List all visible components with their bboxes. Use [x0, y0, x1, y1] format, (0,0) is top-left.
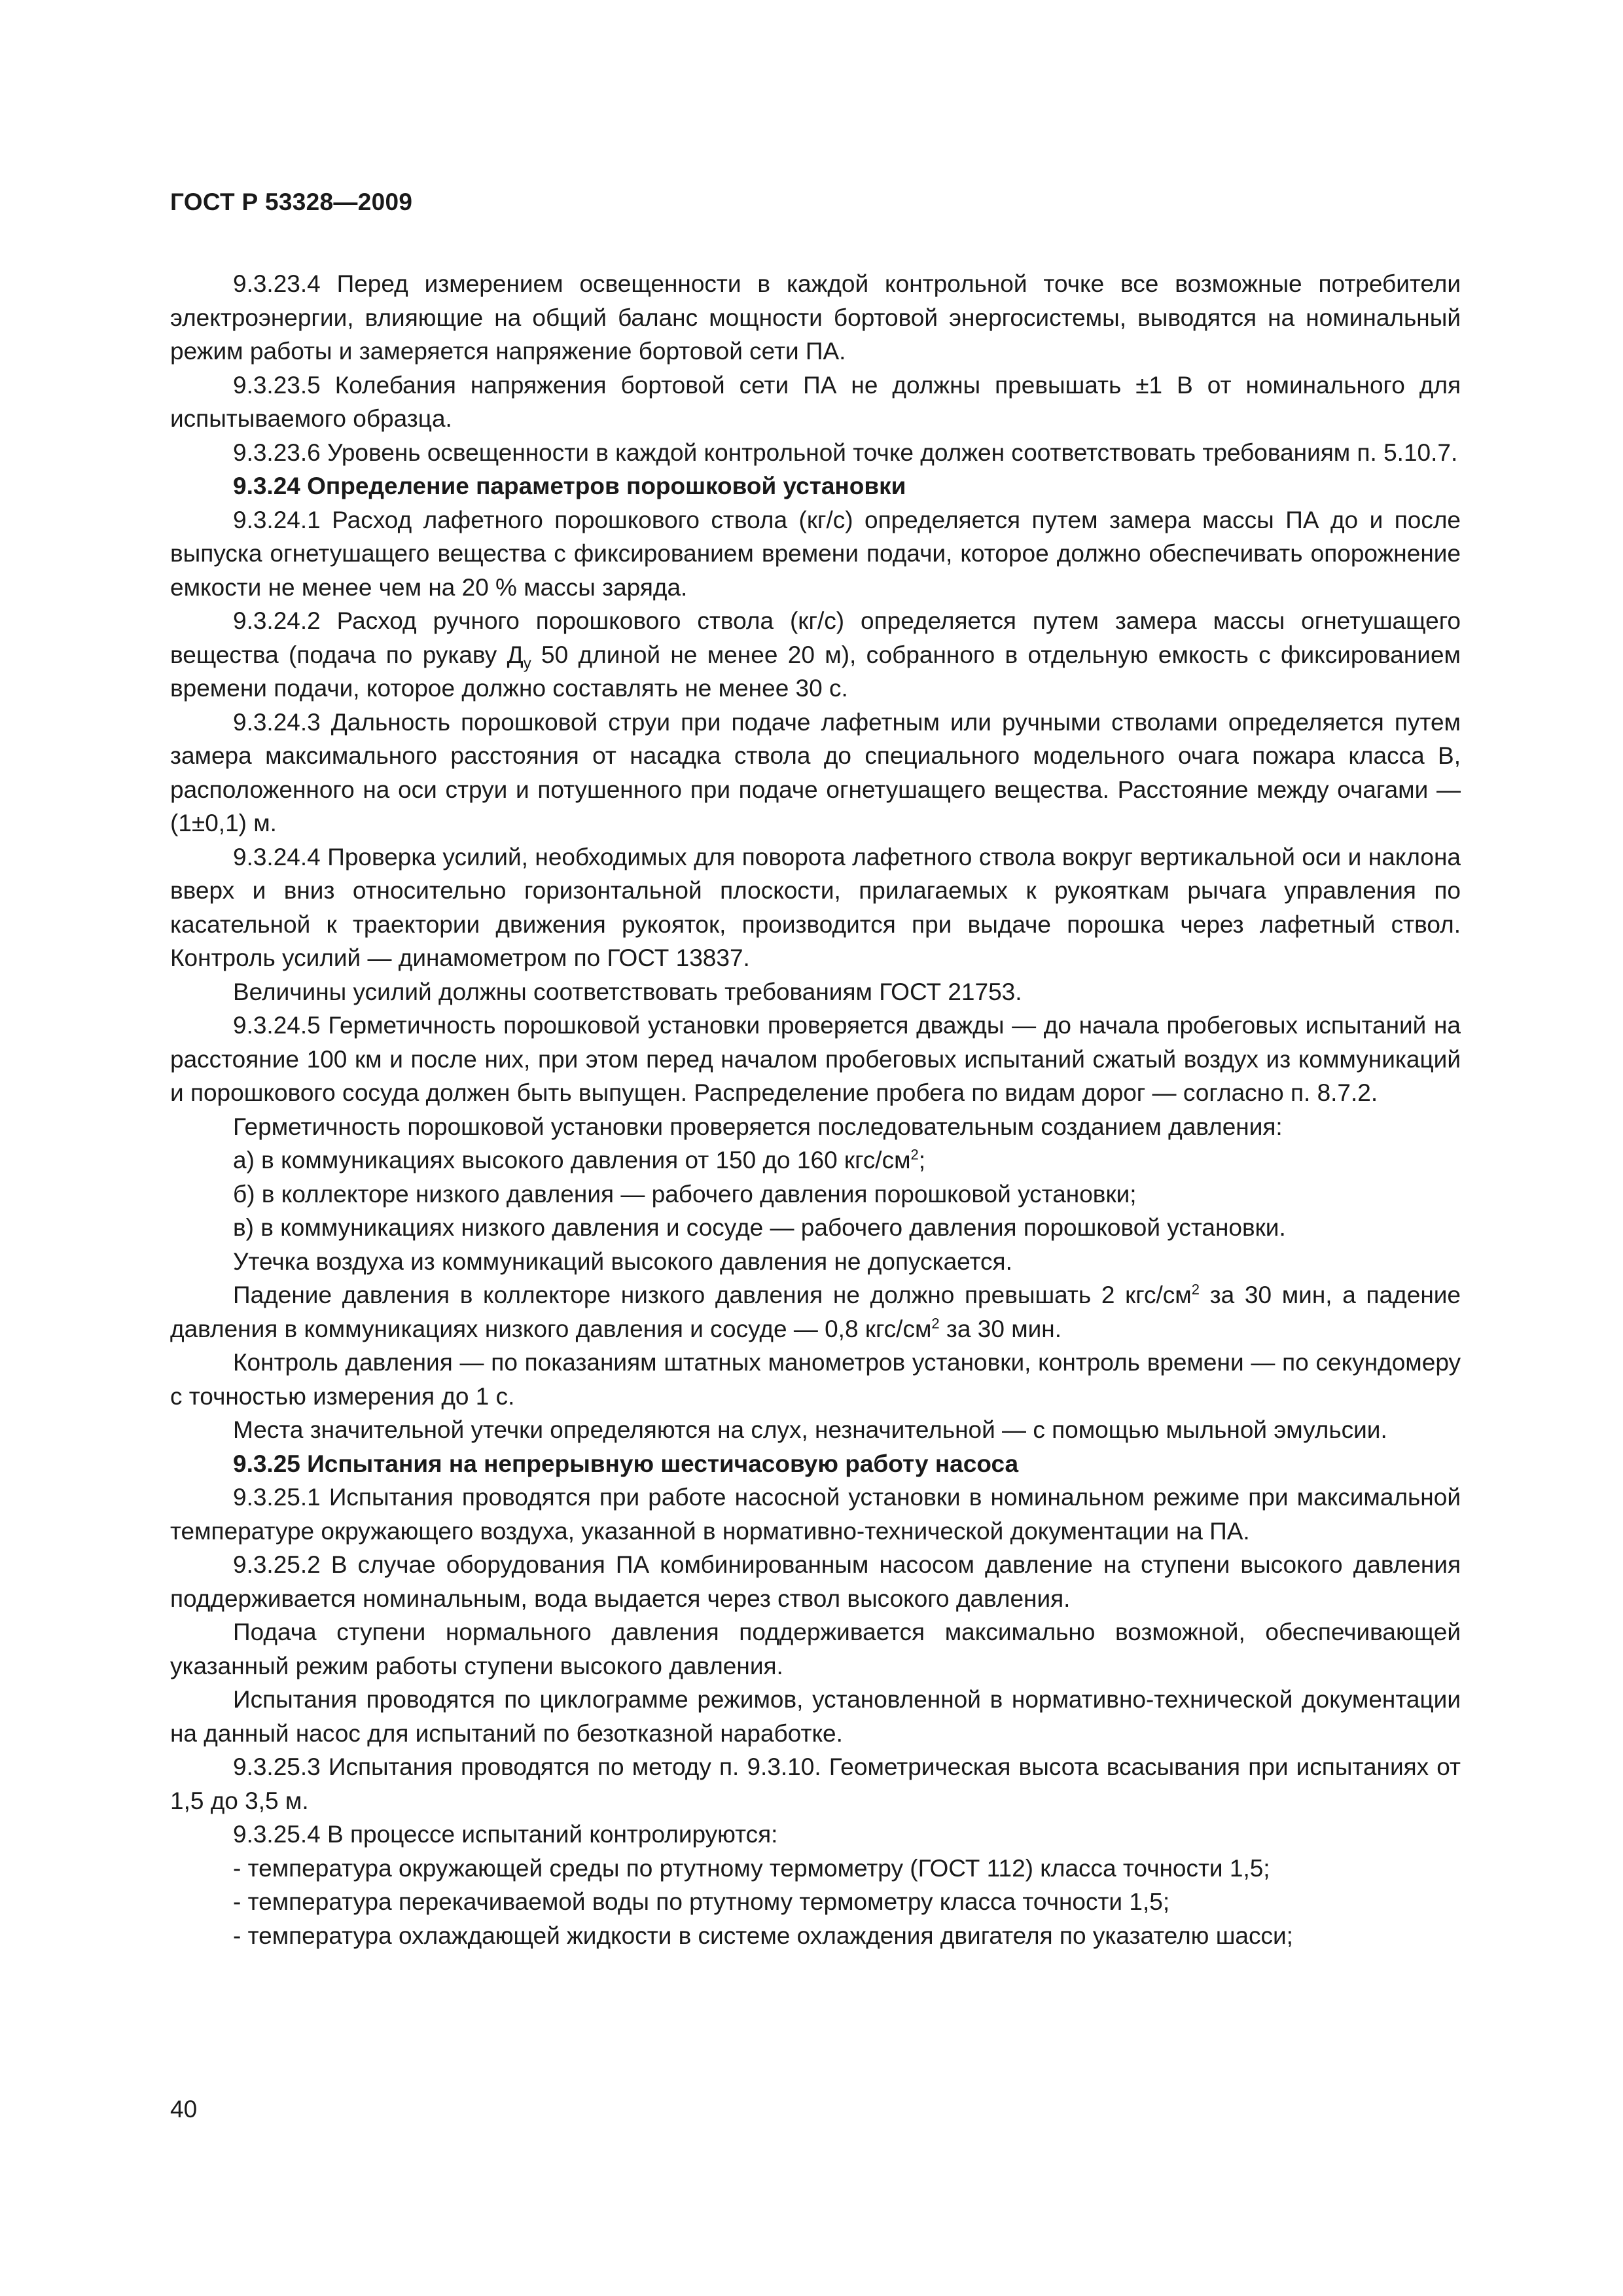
paragraph: 9.3.25.1 Испытания проводятся при работе насосной установки в номинальном режиме при максимальной температуре окружающего воздуха, указанной в нормативно-технической документации на ПА.	[170, 1484, 1461, 1545]
paragraph-text: Падение давления в коллекторе низкого давления не должно превышать 2 кгс/см	[233, 1282, 1192, 1308]
paragraph: Места значительной утечки определяются на слух, незначительной — с помощью мыльной эмульсии.	[233, 1416, 1387, 1443]
paragraph-text: 50 длиной не менее 20 м), собранного в отдельную емкость с фиксированием времени подачи, которое должно составлять не менее 30 с.	[170, 641, 1461, 702]
paragraph: 9.3.25.2 В случае оборудования ПА комбинированным насосом давление на ступени высокого давления поддерживается номинальным, вода выдается через ствол высокого давления.	[170, 1551, 1461, 1612]
paragraph: 9.3.25.3 Испытания проводятся по методу п. 9.3.10. Геометрическая высота всасывания при испытаниях от 1,5 до 3,5 м.	[170, 1753, 1461, 1814]
section-heading: 9.3.25 Испытания на непрерывную шестичасовую работу насоса	[233, 1450, 1019, 1477]
paragraph: Испытания проводятся по циклограмме режимов, установленной в нормативно-технической документации на данный насос для испытаний по безотказной наработке.	[170, 1686, 1461, 1747]
superscript: 2	[1191, 1281, 1200, 1298]
list-item: в) в коммуникациях низкого давления и сосуде — рабочего давления порошковой установки.	[233, 1214, 1286, 1241]
paragraph: 9.3.24.5 Герметичность порошковой установки проверяется дважды — до начала пробеговых испытаний на расстояние 100 км и после них, при этом перед началом пробеговых испытаний сжатый воздух из коммуникаций и порошкового сосуда должен быть выпущен. Распределение пробега по видам дорог — согласно п. 8.7.2.	[170, 1012, 1461, 1106]
list-item: б) в коллекторе низкого давления — рабочего давления порошковой установки;	[233, 1180, 1137, 1208]
paragraph: Утечка воздуха из коммуникаций высокого давления не допускается.	[233, 1247, 1012, 1275]
paragraph	[170, 604, 1461, 706]
paragraph: 9.3.24.4 Проверка усилий, необходимых для поворота лафетного ствола вокруг вертикальной оси и наклона вверх и вниз относительно горизонтальной плоскости, прилагаемых к рукояткам рычага управления по касательной к траектории движения рукояток, производится при выдаче порошка через лафетный ствол. Контроль усилий — динамометром по ГОСТ 13837.	[170, 843, 1461, 971]
page-number: 40	[170, 2096, 198, 2123]
list-item	[170, 1143, 1461, 1177]
section-heading: 9.3.24 Определение параметров порошковой установки	[233, 473, 906, 499]
paragraph-text: за 30 мин, а падение давления в коммуникациях низкого давления и сосуде — 0,8 кгс/см	[170, 1282, 1461, 1342]
paragraph: Контроль давления — по показаниям штатных манометров установки, контроль времени — по секундомеру с точностью измерения до 1 с.	[170, 1349, 1461, 1410]
bullet-item: - температура охлаждающей жидкости в системе охлаждения двигателя по указателю шасси;	[233, 1922, 1293, 1949]
subscript: у	[523, 654, 531, 672]
paragraph-text: ;	[918, 1147, 926, 1174]
paragraph: 9.3.25.4 В процессе испытаний контролируются:	[233, 1821, 778, 1848]
paragraph: Величины усилий должны соответствовать требованиям ГОСТ 21753.	[233, 978, 1022, 1005]
document-body	[170, 267, 1461, 1952]
paragraph-text: 9.3.24.2 Расход ручного порошкового ствола (кг/с) определяется путем замера массы огнетушащего вещества (подача по рукаву Д	[170, 607, 1461, 668]
paragraph: 9.3.23.6 Уровень освещенности в каждой контрольной точке должен соответствовать требованиям п. 5.10.7.	[233, 439, 1458, 466]
paragraph-text: за 30 мин.	[939, 1315, 1062, 1342]
paragraph: Герметичность порошковой установки проверяется последовательным созданием давления:	[233, 1113, 1283, 1140]
superscript: 2	[910, 1146, 919, 1163]
superscript: 2	[931, 1315, 940, 1332]
paragraph: 9.3.24.1 Расход лафетного порошкового ствола (кг/с) определяется путем замера массы ПА до и после выпуска огнетушащего вещества с фиксированием времени подачи, которое должно обеспечивать опорожнение емкости не менее чем на 20 % массы заряда.	[170, 506, 1461, 601]
paragraph: 9.3.23.5 Колебания напряжения бортовой сети ПА не должны превышать ±1 В от номинального для испытываемого образца.	[170, 371, 1461, 432]
paragraph: Подача ступени нормального давления поддерживается максимально возможной, обеспечивающей указанный режим работы ступени высокого давления.	[170, 1619, 1461, 1679]
paragraph	[170, 1278, 1461, 1346]
document-header: ГОСТ Р 53328—2009	[170, 188, 413, 215]
paragraph: 9.3.24.3 Дальность порошковой струи при подаче лафетным или ручными стволами определяется путем замера максимального расстояния от насадка ствола до специального модельного очага пожара класса В, расположенного на оси струи и потушенного при подаче огнетушащего вещества. Расстояние между очагами — (1±0,1) м.	[170, 708, 1461, 836]
bullet-item: - температура перекачиваемой воды по ртутному термометру класса точности 1,5;	[233, 1888, 1170, 1915]
paragraph: 9.3.23.4 Перед измерением освещенности в каждой контрольной точке все возможные потребители электроэнергии, влияющие на общий баланс мощности бортовой энергосистемы, выводятся на номинальный режим работы и замеряется напряжение бортовой сети ПА.	[170, 270, 1461, 365]
paragraph-text: а) в коммуникациях высокого давления от 150 до 160 кгс/см	[233, 1147, 911, 1174]
bullet-item: - температура окружающей среды по ртутному термометру (ГОСТ 112) класса точности 1,5;	[233, 1854, 1270, 1882]
